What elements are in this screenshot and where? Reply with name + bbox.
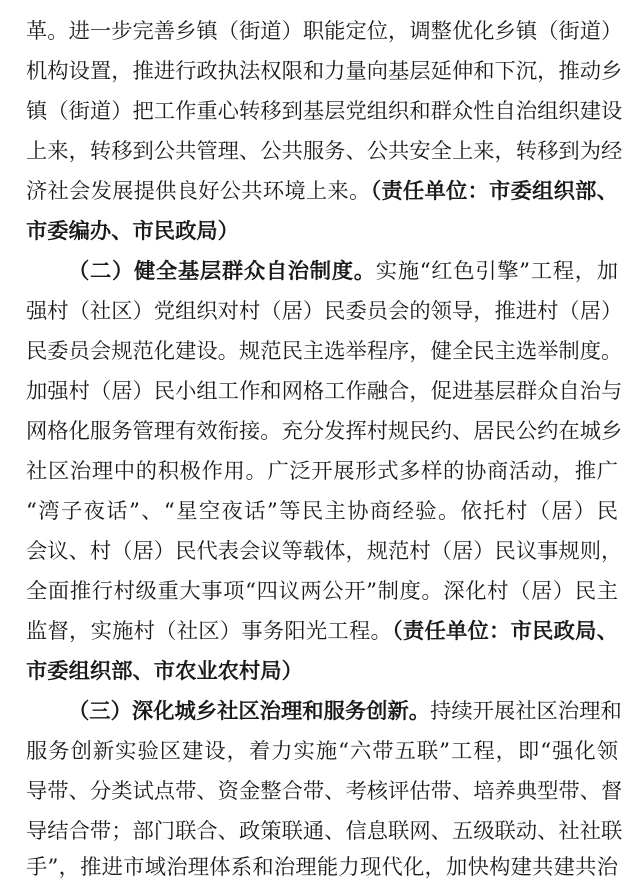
paragraph-line <box>26 534 623 570</box>
line-text: 革。进一步完善乡镇（街道）职能定位，调整优化乡镇（街道） <box>26 19 623 44</box>
line-text: 上来，转移到公共管理、公共服务、公共安全上来，转移到为经 <box>26 139 623 164</box>
paragraph-line <box>26 574 618 610</box>
line-text: 持续开展社区治理和 <box>430 699 622 724</box>
section-heading-line <box>68 694 622 730</box>
paragraph-line <box>26 414 623 450</box>
line-text: “湾子夜话”、“星空夜话”等民主协商经验。依托村（居）民 <box>26 499 618 524</box>
line-text: 民委员会规范化建设。规范民主选举程序，健全民主选举制度。 <box>26 339 623 364</box>
line-text: 手”，推进市域治理体系和治理能力现代化，加快构建共建共治 <box>26 855 618 880</box>
line-text: 会议、村（居）民代表会议等载体，规范村（居）民议事规则， <box>26 539 623 564</box>
section-heading-line <box>68 254 618 290</box>
paragraph-line <box>26 334 623 370</box>
line-text: 网格化服务管理有效衔接。充分发挥村规民约、居民公约在城乡 <box>26 419 623 444</box>
section-heading: （三）深化城乡社区治理和服务创新。 <box>68 699 431 724</box>
responsibility-note: （责任单位：市委组织部、 <box>370 179 618 204</box>
paragraph-line <box>26 814 623 850</box>
line-text: 实施“红色引擎”工程，加 <box>375 259 618 284</box>
line-text: 监督，实施村（社区）事务阳光工程。 <box>26 619 393 644</box>
paragraph-line <box>26 94 623 130</box>
line-text: 导结合带；部门联合、政策联通、信息联网、五级联动、社社联 <box>26 819 623 844</box>
responsibility-note: 市委组织部、市农业农村局） <box>26 659 303 684</box>
line-text: 机构设置，推进行政执法权限和力量向基层延伸和下沉，推动乡 <box>26 59 623 84</box>
line-text: 社区治理中的积极作用。广泛开展形式多样的协商活动，推广 <box>26 459 618 484</box>
responsibility-note: （责任单位：市民政局、 <box>392 619 618 644</box>
paragraph-line <box>26 494 618 530</box>
paragraph-line <box>26 734 618 770</box>
paragraph-line <box>26 294 623 330</box>
paragraph-line <box>26 214 618 250</box>
responsibility-note: 市委编办、市民政局） <box>26 219 239 244</box>
line-text: 强村（社区）党组织对村（居）民委员会的领导，推进村（居） <box>26 299 623 324</box>
line-text: 镇（街道）把工作重心转移到基层党组织和群众性自治组织建设 <box>26 99 623 124</box>
line-text: 全面推行村级重大事项“四议两公开”制度。深化村（居）民主 <box>26 579 618 604</box>
line-text: 济社会发展提供良好公共环境上来。 <box>26 179 371 204</box>
paragraph-line <box>26 850 618 886</box>
section-heading: （二）健全基层群众自治制度。 <box>68 259 376 284</box>
paragraph-line <box>26 454 618 490</box>
paragraph-line <box>26 174 618 210</box>
paragraph-line <box>26 774 623 810</box>
paragraph-line <box>26 134 623 170</box>
line-text: 导带、分类试点带、资金整合带、考核评估带、培养典型带、督 <box>26 779 623 804</box>
paragraph-line <box>26 374 623 410</box>
paragraph-line <box>26 54 623 90</box>
paragraph-line <box>26 654 618 690</box>
paragraph-line <box>26 614 618 650</box>
paragraph-line <box>26 14 623 50</box>
line-text: 服务创新实验区建设，着力实施“六带五联”工程，即“强化领 <box>26 739 618 764</box>
line-text: 加强村（居）民小组工作和网格工作融合，促进基层群众自治与 <box>26 379 623 404</box>
